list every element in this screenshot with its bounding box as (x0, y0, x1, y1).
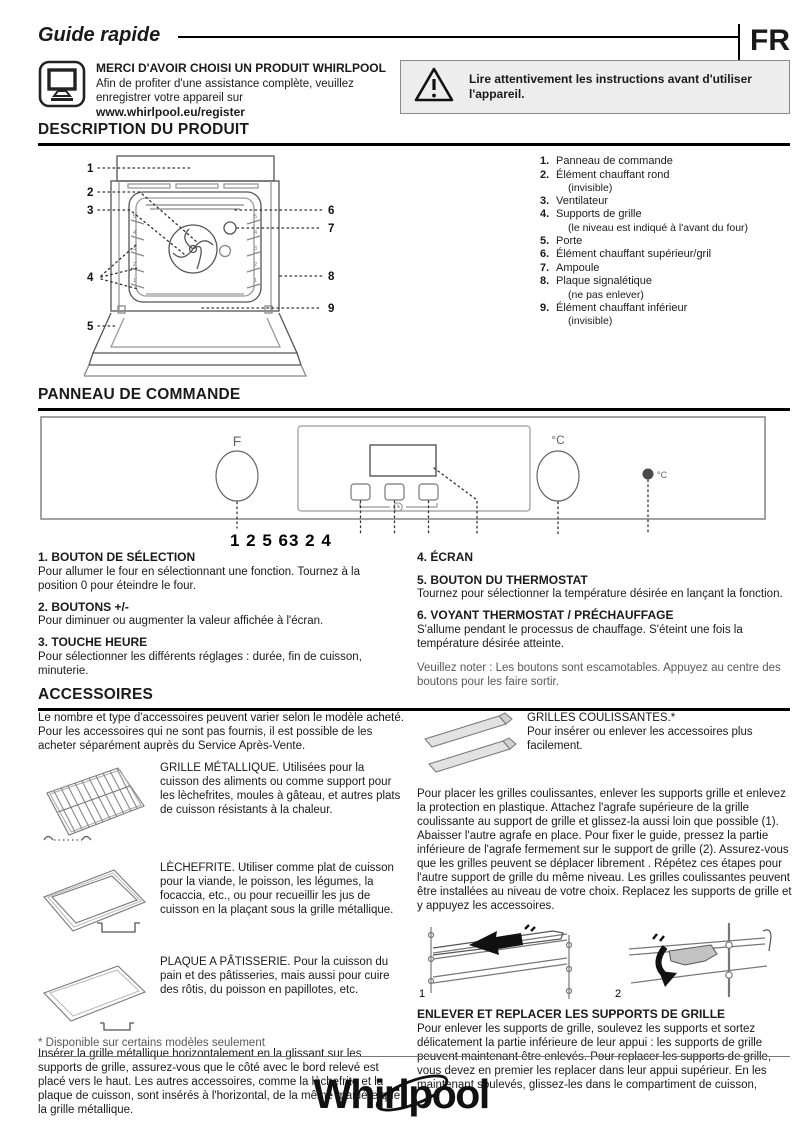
control-panel-diagram (40, 416, 766, 555)
section-title-panel: PANNEAU DE COMMANDE (38, 386, 790, 411)
list-item: 3. Ventilateur (540, 194, 608, 207)
item-desc: Tournez pour sélectionner la température désirée en lançant la fonction. (417, 588, 783, 601)
svg-text:2: 2 (87, 187, 94, 199)
svg-text:4: 4 (87, 272, 94, 284)
accessory-baking-tray (38, 955, 404, 1037)
list-item: 5. Porte (540, 234, 583, 247)
list-item: 1. Panneau de commande (540, 155, 673, 167)
svg-text:8: 8 (328, 271, 335, 283)
list-item: 7. Ampoule (540, 261, 600, 274)
item-title: 2. BOUTONS +/- (38, 599, 129, 614)
item-title: 5. BOUTON DU THERMOSTAT (417, 572, 588, 587)
list-item: 2. Élément chauffant rond (540, 168, 670, 181)
svg-text:°C: °C (657, 470, 668, 480)
header-divider (738, 24, 741, 64)
item-title: 3. TOUCHE HEURE (38, 635, 148, 650)
svg-text:9: 9 (328, 303, 335, 315)
sliding-rails-image (417, 711, 527, 777)
oven-diagram (84, 148, 342, 387)
register-body: Afin de profiter d'une assistance complète, veuillez enregistrer votre appareil sur (96, 78, 354, 105)
list-item: 4. Supports de grille (540, 208, 642, 221)
panel-desc-right (417, 550, 792, 696)
svg-text:3: 3 (254, 246, 258, 252)
list-item-note: (invisible) (568, 182, 613, 195)
shelf-supports-title: ENLEVER ET REPLACER LES SUPPORTS DE GRILLE (417, 1007, 726, 1022)
svg-text:1: 1 (419, 988, 426, 1000)
svg-text:3: 3 (87, 205, 94, 217)
svg-text:7: 7 (328, 223, 335, 235)
install-figure-2 (613, 921, 783, 1003)
warning-box (400, 60, 790, 114)
page-header (38, 24, 790, 64)
svg-text:1: 1 (133, 278, 137, 284)
accessory-text: GRILLE MÉTALLIQUE. Utilisées pour la cuisson des aliments ou comme support pour les lèchefrites, moules à gâteau, et autres plats de cuisson résistants à la chaleur. (160, 762, 401, 817)
list-item-note: (invisible) (568, 315, 613, 328)
register-block (38, 60, 393, 119)
accessories-intro: Le nombre et type d'accessoires peuvent varier selon le modèle acheté. Pour les accessoires qui ne sont pas fournis, il est possible de les acheter séparément auprès du Service Après-Vente. (38, 712, 404, 753)
svg-text:5: 5 (87, 321, 94, 333)
shelf-supports-instructions: Pour enlever les supports de grille, soulevez les supports et sortez délicatement la partie inférieure de leur appui : les supports de grille peuvent maintenant être enlevés. Pour replacer les supports de grille, vous devez en premier les replacer dans leur appui supérieur. En les maintenant soulevés, glissez-les dans le compartiment de cuisson, (417, 1022, 772, 1091)
accessories-right-column (417, 711, 793, 1092)
header-rule (178, 36, 737, 38)
svg-text:2: 2 (615, 988, 622, 1000)
panel-desc-left (38, 550, 400, 685)
section-title-product: DESCRIPTION DU PRODUIT (38, 121, 790, 146)
svg-text:5: 5 (133, 214, 137, 220)
sliding-instructions: Pour placer les grilles coulissantes, enlever les supports grille et enlevez la protection en plastique. Attachez l'agrafe supérieure de la grille coulissante au support de grille et glissez-la aussi loin que possible (1). Abaisser l'autre agrafe en place. Pour fixer le guide, pressez la partie inférieure de l'agrafe fermement sur le support de grille (2). Assurez-vous que les grilles peuvent se déplacer librement . Répétez ces étapes pour l'autre support de grille du même niveau. Les grilles coulissantes peuvent être installées au niveau de votre choix. Replacez les supports de grille et y appuyez les accessoires. (417, 788, 792, 913)
baking-tray-image (38, 955, 160, 1037)
svg-text:6: 6 (328, 205, 335, 217)
list-item: 6. Élément chauffant supérieur/gril (540, 248, 712, 261)
svg-text:F: F (232, 433, 242, 449)
warning-text: Lire attentivement les instructions avant d'utiliser l'appareil. (469, 72, 752, 101)
list-item: 9. Élément chauffant inférieur (540, 301, 688, 314)
insert-instructions: Insérer la grille métallique horizontalement en la glissant sur les supports de grille, assurez-vous que le côté avec le bord relevé est placé vers le haut. Les autres accessoires, comme la lèchefrite et la plaque de cuisson, sont insérés à l'horizontal, de la même manière que la grille métallique. (38, 1048, 401, 1117)
accessory-drip-pan (38, 861, 404, 945)
item-title: 4. ÉCRAN (417, 550, 474, 564)
svg-text:5: 5 (254, 214, 258, 220)
item-desc: Pour allumer le four en sélectionnant une fonction. Tournez à la position 0 pour éteindre le four. (38, 565, 360, 592)
wire-rack-image (38, 761, 160, 851)
section-title-accessories: ACCESSOIRES (38, 686, 790, 711)
item-title: 6. VOYANT THERMOSTAT / PRÉCHAUFFAGE (417, 608, 674, 623)
item-desc: Pour diminuer ou augmenter la valeur affichée à l'écran. (38, 615, 324, 628)
svg-text:4: 4 (254, 230, 258, 236)
register-url: www.whirlpool.eu/register (96, 105, 245, 120)
svg-text:2: 2 (133, 262, 137, 268)
panel-note: Veuillez noter : Les boutons sont escamotables. Appuyez au centre des boutons pour les faire sortir. (417, 661, 781, 688)
footnote: * Disponible sur certains modèles seulement (38, 1037, 265, 1049)
svg-text:3: 3 (133, 246, 137, 252)
list-item-note: (le niveau est indiqué à l'avant du four) (568, 221, 749, 234)
install-figure-1 (417, 921, 599, 1003)
register-computer-icon (38, 60, 86, 119)
language-code: FR (750, 24, 790, 57)
svg-text:Whirlpool: Whirlpool (313, 1071, 489, 1117)
warning-triangle-icon (413, 66, 455, 109)
item-title: 1. BOUTON DE SÉLECTION (38, 550, 196, 564)
install-figures (417, 921, 793, 1003)
accessory-wire-rack (38, 761, 404, 851)
accessory-sliding-rails (417, 711, 793, 777)
register-heading: MERCI D'AVOIR CHOISI UN PRODUIT WHIRLPOOL (96, 61, 386, 75)
item-desc: S'allume pendant le processus de chauffage. S'éteint une fois la température désirée atteinte. (417, 623, 743, 650)
list-item: 8. Plaque signalétique (540, 275, 653, 288)
product-parts-list (540, 155, 800, 328)
svg-text:1: 1 (87, 163, 94, 175)
footer-rule (38, 1056, 790, 1057)
svg-text:1 2 5 63 2 4: 1 2 5 63 2 4 (230, 531, 332, 550)
whirlpool-logo (281, 1062, 521, 1133)
accessory-text: PLAQUE A PÂTISSERIE. Pour la cuisson du pain et des pâtisseries, mais aussi pour cuire des rôtis, du poisson en papillotes, etc. (160, 956, 390, 997)
svg-text:°C: °C (551, 433, 565, 447)
page-title: Guide rapide (38, 24, 161, 46)
accessory-text: LÈCHEFRITE. Utiliser comme plat de cuisson pour la viande, le poisson, les légumes, la focaccia, etc., ou pour recueillir les jus de cuisson en la plaçant sous la grille métallique. (160, 862, 394, 917)
svg-text:1: 1 (254, 278, 258, 284)
accessory-text: GRILLES COULISSANTES.* Pour insérer ou enlever les accessoires plus facilement. (527, 712, 753, 753)
svg-text:2: 2 (254, 262, 258, 268)
svg-text:4: 4 (133, 230, 137, 236)
list-item-note: (ne pas enlever) (568, 288, 644, 301)
item-desc: Pour sélectionner les différents réglages : durée, fin de cuisson, minuterie. (38, 650, 362, 677)
drip-pan-image (38, 861, 160, 945)
